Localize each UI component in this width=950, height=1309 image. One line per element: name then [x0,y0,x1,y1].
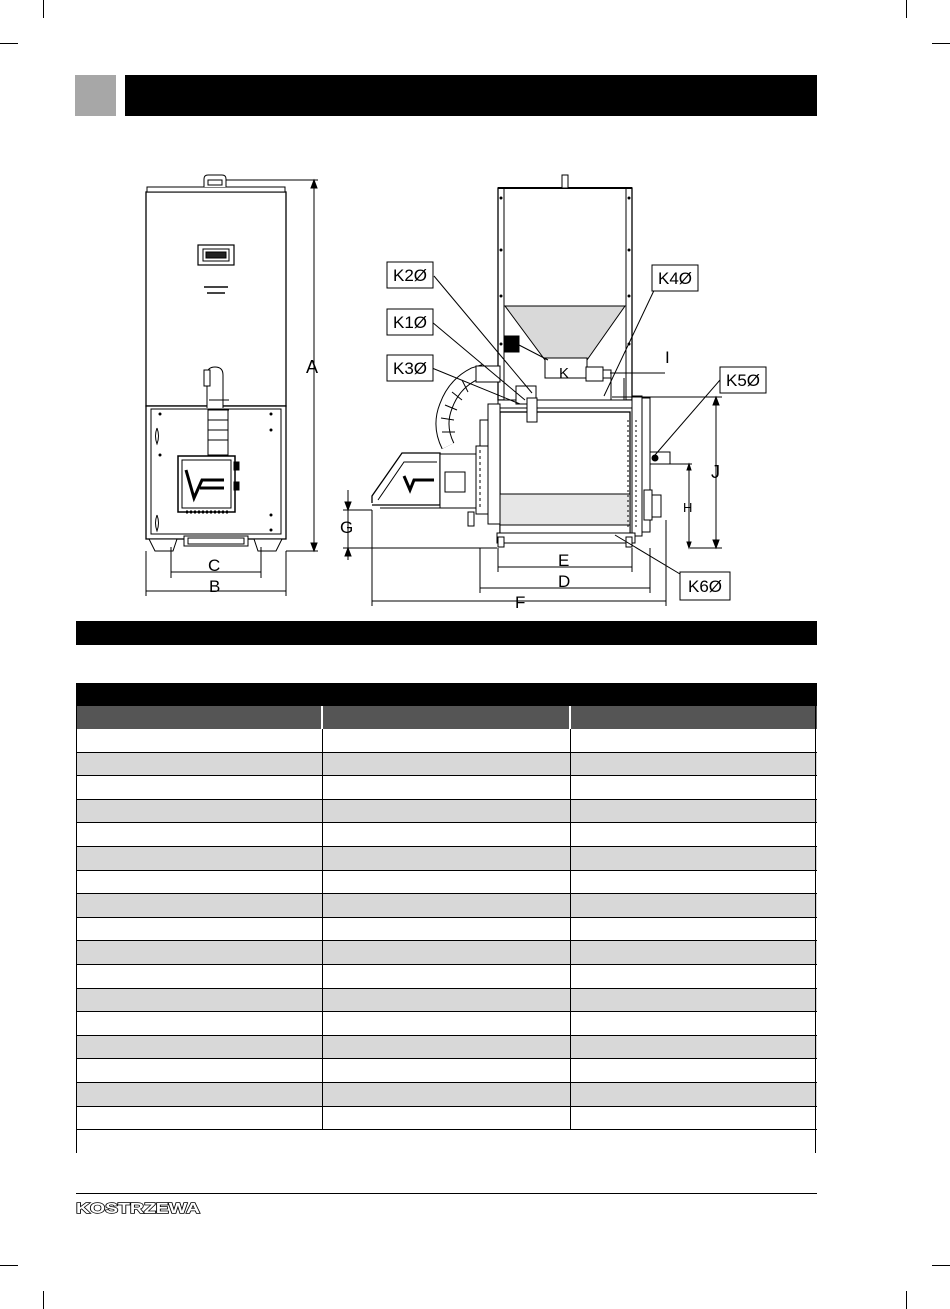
dim-b: B [209,577,221,596]
dim-c: C [208,556,221,575]
side-view [343,175,722,606]
table-row [76,1035,817,1059]
table-row [76,988,817,1012]
label-k2: K2Ø [392,266,428,285]
crop-mark [906,1291,907,1309]
technical-drawing [0,0,950,620]
crop-mark [0,1265,18,1266]
label-k4: K4Ø [657,269,693,288]
dim-j: J [711,462,720,482]
dim-d: D [558,572,571,591]
dim-e: E [558,551,570,570]
table-row [76,1012,817,1036]
dim-h: H [683,500,693,515]
table-row [76,870,817,894]
table-row [76,846,817,870]
table-row [76,1082,817,1106]
table-row [76,823,817,847]
table-row [76,1059,817,1083]
table-row [76,799,817,823]
table-row [76,1106,817,1130]
brand-logo [76,1200,201,1216]
table-row [76,917,817,941]
table-title-row [76,683,817,706]
table-row [76,752,817,776]
table-row [76,729,817,752]
label-k6: K6Ø [687,577,723,596]
table-row [76,776,817,800]
label-k1: K1Ø [392,313,428,332]
brand-logo-text: KOSTRZEWA [76,1200,201,1216]
specification-table [76,683,817,1130]
crop-mark [932,1265,950,1266]
table-header-row [76,706,817,729]
dim-f: F [515,593,526,612]
front-view [146,175,318,596]
table-row [76,941,817,965]
dim-g: G [340,518,354,537]
table-row [76,964,817,988]
crop-mark [43,1291,44,1309]
section-bar [76,621,817,645]
dim-a: A [306,357,319,377]
footer-rule [76,1193,817,1194]
dim-i: I [665,348,670,367]
dim-k: K [559,365,570,382]
label-k5: K5Ø [725,371,761,390]
table-row [76,894,817,918]
label-k3: K3Ø [392,359,428,378]
